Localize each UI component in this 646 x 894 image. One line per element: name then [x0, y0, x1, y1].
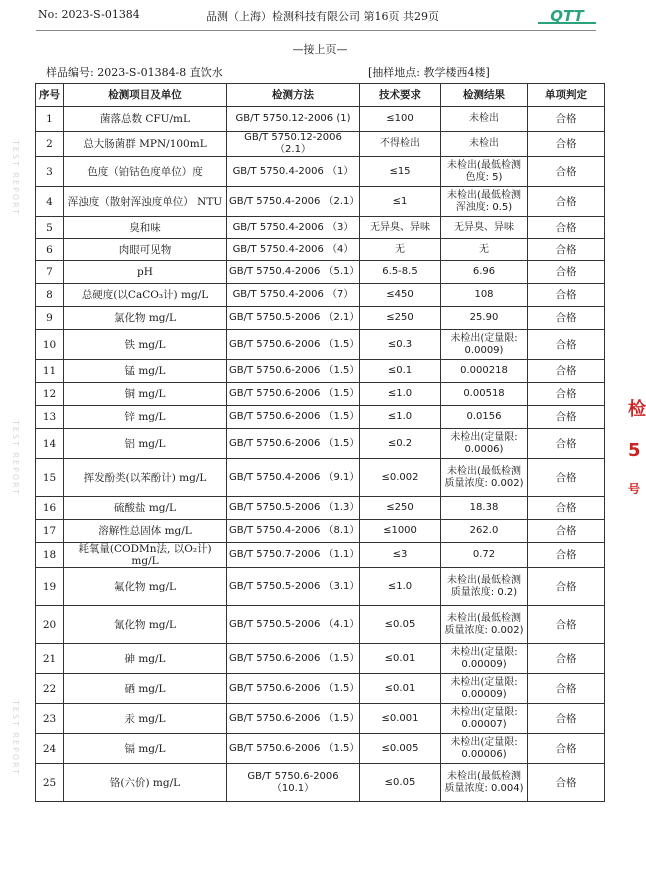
- cell-limit: ≤100: [360, 107, 441, 132]
- cell-item: 总硬度(以CaCO₃计) mg/L: [64, 284, 227, 307]
- cell-result: 未检出(定量限: 0.00009): [441, 674, 528, 704]
- table-row: [36, 764, 605, 802]
- cell-verdict: 合格: [528, 261, 605, 284]
- cell-method: GB/T 5750.4-2006 （9.1）: [227, 459, 360, 497]
- cell-result: 无异臭、异味: [441, 217, 528, 239]
- cell-limit: ≤0.001: [360, 704, 441, 734]
- cell-verdict: 合格: [528, 704, 605, 734]
- cell-result: 18.38: [441, 497, 528, 520]
- cell-result: 无: [441, 239, 528, 261]
- col-header: 检测结果: [441, 84, 528, 107]
- cell-no: 23: [36, 704, 64, 734]
- cell-method: GB/T 5750.6-2006 （1.5）: [227, 429, 360, 459]
- page-header: [0, 0, 640, 32]
- table-row: [36, 543, 605, 568]
- cell-no: 14: [36, 429, 64, 459]
- cell-limit: ≤0.01: [360, 674, 441, 704]
- cell-result: 未检出(最低检测浑浊度: 0.5): [441, 187, 528, 217]
- cell-item: 色度（铂钴色度单位）度: [64, 157, 227, 187]
- cell-item: 氰化物 mg/L: [64, 606, 227, 644]
- cell-no: 6: [36, 239, 64, 261]
- sampling-location: [抽样地点: 教学楼西4楼]: [368, 66, 490, 79]
- table-row: [36, 497, 605, 520]
- cell-item: 锰 mg/L: [64, 360, 227, 383]
- cell-method: GB/T 5750.4-2006 （3）: [227, 217, 360, 239]
- stamp-fragment: 号: [628, 482, 641, 496]
- cell-no: 25: [36, 764, 64, 802]
- cell-method: GB/T 5750.6-2006 （1.5）: [227, 734, 360, 764]
- cell-verdict: 合格: [528, 187, 605, 217]
- cell-item: 挥发酚类(以苯酚计) mg/L: [64, 459, 227, 497]
- stamp-fragment: 5: [628, 440, 641, 461]
- cell-verdict: 合格: [528, 764, 605, 802]
- cell-no: 19: [36, 568, 64, 606]
- cell-no: 10: [36, 330, 64, 360]
- cell-no: 2: [36, 132, 64, 157]
- col-header: 序号: [36, 84, 64, 107]
- cell-result: 108: [441, 284, 528, 307]
- cell-result: 262.0: [441, 520, 528, 543]
- cell-no: 21: [36, 644, 64, 674]
- cell-result: 未检出(最低检测质量浓度: 0.002): [441, 459, 528, 497]
- header-divider: [36, 30, 596, 31]
- table-row: [36, 429, 605, 459]
- cell-limit: ≤1.0: [360, 383, 441, 406]
- table-row: [36, 157, 605, 187]
- cell-method: GB/T 5750.6-2006 （1.5）: [227, 383, 360, 406]
- cell-limit: ≤0.05: [360, 764, 441, 802]
- col-header: 单项判定: [528, 84, 605, 107]
- cell-limit: ≤0.002: [360, 459, 441, 497]
- cell-result: 0.72: [441, 543, 528, 568]
- cell-verdict: 合格: [528, 606, 605, 644]
- cell-method: GB/T 5750.4-2006 （4）: [227, 239, 360, 261]
- cell-no: 20: [36, 606, 64, 644]
- table-row: [36, 406, 605, 429]
- cell-limit: 无异臭、异味: [360, 217, 441, 239]
- watermark: TEST REPORT: [11, 420, 20, 497]
- cell-verdict: 合格: [528, 383, 605, 406]
- results-table: [35, 83, 605, 802]
- continued-note: —接上页—: [292, 43, 348, 56]
- table-row: [36, 284, 605, 307]
- cell-verdict: 合格: [528, 674, 605, 704]
- table-row: [36, 187, 605, 217]
- cell-item: 铝 mg/L: [64, 429, 227, 459]
- report-number: No: 2023-S-01384: [38, 8, 140, 21]
- cell-item: 总大肠菌群 MPN/100mL: [64, 132, 227, 157]
- cell-method: GB/T 5750.4-2006 （1）: [227, 157, 360, 187]
- cell-result: 未检出(最低检测质量浓度: 0.002): [441, 606, 528, 644]
- table-row: [36, 239, 605, 261]
- cell-item: 硫酸盐 mg/L: [64, 497, 227, 520]
- cell-verdict: 合格: [528, 459, 605, 497]
- table-row: [36, 360, 605, 383]
- cell-item: 锌 mg/L: [64, 406, 227, 429]
- cell-result: 未检出: [441, 132, 528, 157]
- cell-item: 菌落总数 CFU/mL: [64, 107, 227, 132]
- col-header: 技术要求: [360, 84, 441, 107]
- table-row: [36, 606, 605, 644]
- cell-limit: ≤1.0: [360, 406, 441, 429]
- cell-no: 18: [36, 543, 64, 568]
- cell-verdict: 合格: [528, 107, 605, 132]
- cell-result: 未检出(定量限: 0.00009): [441, 644, 528, 674]
- col-header: 检测项目及单位: [64, 84, 227, 107]
- cell-limit: ≤15: [360, 157, 441, 187]
- cell-method: GB/T 5750.12-2006 （2.1）: [227, 132, 360, 157]
- cell-method: GB/T 5750.5-2006 （2.1）: [227, 307, 360, 330]
- cell-verdict: 合格: [528, 497, 605, 520]
- cell-item: 肉眼可见物: [64, 239, 227, 261]
- cell-result: 未检出(定量限: 0.00007): [441, 704, 528, 734]
- cell-limit: ≤0.3: [360, 330, 441, 360]
- cell-method: GB/T 5750.5-2006 （4.1）: [227, 606, 360, 644]
- table-row: [36, 568, 605, 606]
- cell-method: GB/T 5750.5-2006 （3.1）: [227, 568, 360, 606]
- cell-item: 铬(六价) mg/L: [64, 764, 227, 802]
- cell-item: 臭和味: [64, 217, 227, 239]
- cell-verdict: 合格: [528, 157, 605, 187]
- cell-no: 15: [36, 459, 64, 497]
- cell-item: 氯化物 mg/L: [64, 307, 227, 330]
- logo-text: QTT: [550, 7, 584, 25]
- cell-limit: ≤250: [360, 307, 441, 330]
- cell-method: GB/T 5750.6-2006 （1.5）: [227, 644, 360, 674]
- cell-limit: ≤0.1: [360, 360, 441, 383]
- cell-method: GB/T 5750.4-2006 （8.1）: [227, 520, 360, 543]
- cell-item: 镉 mg/L: [64, 734, 227, 764]
- cell-verdict: 合格: [528, 284, 605, 307]
- table-row: [36, 217, 605, 239]
- cell-limit: 无: [360, 239, 441, 261]
- cell-limit: ≤1.0: [360, 568, 441, 606]
- cell-limit: ≤0.05: [360, 606, 441, 644]
- cell-no: 7: [36, 261, 64, 284]
- watermark: TEST REPORT: [11, 140, 20, 217]
- cell-item: 汞 mg/L: [64, 704, 227, 734]
- cell-item: 硒 mg/L: [64, 674, 227, 704]
- cell-limit: ≤250: [360, 497, 441, 520]
- table-row: [36, 132, 605, 157]
- cell-item: pH: [64, 261, 227, 284]
- cell-limit: 不得检出: [360, 132, 441, 157]
- cell-no: 22: [36, 674, 64, 704]
- cell-limit: ≤3: [360, 543, 441, 568]
- table-row: [36, 674, 605, 704]
- cell-item: 砷 mg/L: [64, 644, 227, 674]
- cell-no: 12: [36, 383, 64, 406]
- cell-result: 0.00518: [441, 383, 528, 406]
- cell-item: 氟化物 mg/L: [64, 568, 227, 606]
- cell-verdict: 合格: [528, 330, 605, 360]
- cell-no: 1: [36, 107, 64, 132]
- table-row: [36, 644, 605, 674]
- cell-verdict: 合格: [528, 644, 605, 674]
- cell-result: 0.000218: [441, 360, 528, 383]
- cell-limit: ≤0.005: [360, 734, 441, 764]
- table-row: [36, 330, 605, 360]
- cell-method: GB/T 5750.4-2006 （7）: [227, 284, 360, 307]
- cell-no: 24: [36, 734, 64, 764]
- watermark: TEST REPORT: [11, 700, 20, 777]
- cell-verdict: 合格: [528, 132, 605, 157]
- cell-result: 未检出(定量限: 0.00006): [441, 734, 528, 764]
- col-header: 检测方法: [227, 84, 360, 107]
- cell-verdict: 合格: [528, 568, 605, 606]
- cell-method: GB/T 5750.4-2006 （2.1）: [227, 187, 360, 217]
- cell-method: GB/T 5750.6-2006 （1.5）: [227, 674, 360, 704]
- cell-limit: ≤0.2: [360, 429, 441, 459]
- table-row: [36, 704, 605, 734]
- cell-result: 未检出(定量限: 0.0006): [441, 429, 528, 459]
- cell-item: 溶解性总固体 mg/L: [64, 520, 227, 543]
- cell-method: GB/T 5750.6-2006 （1.5）: [227, 360, 360, 383]
- table-row: [36, 734, 605, 764]
- cell-result: 未检出(最低检测质量浓度: 0.004): [441, 764, 528, 802]
- cell-item: 铜 mg/L: [64, 383, 227, 406]
- cell-item: 浑浊度（散射浑浊度单位） NTU: [64, 187, 227, 217]
- cell-result: 未检出(最低检测质量浓度: 0.2): [441, 568, 528, 606]
- cell-no: 9: [36, 307, 64, 330]
- cell-no: 8: [36, 284, 64, 307]
- cell-verdict: 合格: [528, 734, 605, 764]
- company-logo: [538, 7, 596, 25]
- stamp-fragment: 检: [628, 399, 646, 420]
- cell-limit: ≤450: [360, 284, 441, 307]
- cell-method: GB/T 5750.6-2006 （10.1）: [227, 764, 360, 802]
- cell-method: GB/T 5750.12-2006 (1): [227, 107, 360, 132]
- table-row: [36, 520, 605, 543]
- cell-item: 铁 mg/L: [64, 330, 227, 360]
- cell-verdict: 合格: [528, 307, 605, 330]
- cell-result: 未检出: [441, 107, 528, 132]
- cell-method: GB/T 5750.4-2006 （5.1）: [227, 261, 360, 284]
- cell-no: 17: [36, 520, 64, 543]
- cell-method: GB/T 5750.7-2006 （1.1）: [227, 543, 360, 568]
- table-row: [36, 107, 605, 132]
- cell-no: 16: [36, 497, 64, 520]
- company-and-page: 品测（上海）检测科技有限公司 第16页 共29页: [206, 10, 439, 23]
- cell-no: 11: [36, 360, 64, 383]
- cell-limit: ≤1000: [360, 520, 441, 543]
- cell-no: 4: [36, 187, 64, 217]
- cell-limit: ≤0.01: [360, 644, 441, 674]
- cell-verdict: 合格: [528, 217, 605, 239]
- cell-no: 5: [36, 217, 64, 239]
- cell-result: 6.96: [441, 261, 528, 284]
- cell-verdict: 合格: [528, 543, 605, 568]
- cell-verdict: 合格: [528, 406, 605, 429]
- cell-limit: ≤1: [360, 187, 441, 217]
- cell-verdict: 合格: [528, 239, 605, 261]
- cell-method: GB/T 5750.6-2006 （1.5）: [227, 704, 360, 734]
- cell-result: 25.90: [441, 307, 528, 330]
- cell-result: 未检出(定量限: 0.0009): [441, 330, 528, 360]
- table-header-row: [36, 84, 605, 107]
- cell-verdict: 合格: [528, 520, 605, 543]
- cell-no: 3: [36, 157, 64, 187]
- cell-result: 0.0156: [441, 406, 528, 429]
- cell-verdict: 合格: [528, 429, 605, 459]
- cell-result: 未检出(最低检测色度: 5): [441, 157, 528, 187]
- cell-item: 耗氧量(CODMn法, 以O₂计) mg/L: [64, 543, 227, 568]
- table-row: [36, 459, 605, 497]
- table-row: [36, 261, 605, 284]
- cell-method: GB/T 5750.6-2006 （1.5）: [227, 406, 360, 429]
- cell-method: GB/T 5750.5-2006 （1.3）: [227, 497, 360, 520]
- cell-no: 13: [36, 406, 64, 429]
- cell-limit: 6.5-8.5: [360, 261, 441, 284]
- cell-method: GB/T 5750.6-2006 （1.5）: [227, 330, 360, 360]
- sample-id: 样品编号: 2023-S-01384-8 直饮水: [46, 66, 223, 79]
- table-row: [36, 383, 605, 406]
- cell-verdict: 合格: [528, 360, 605, 383]
- table-row: [36, 307, 605, 330]
